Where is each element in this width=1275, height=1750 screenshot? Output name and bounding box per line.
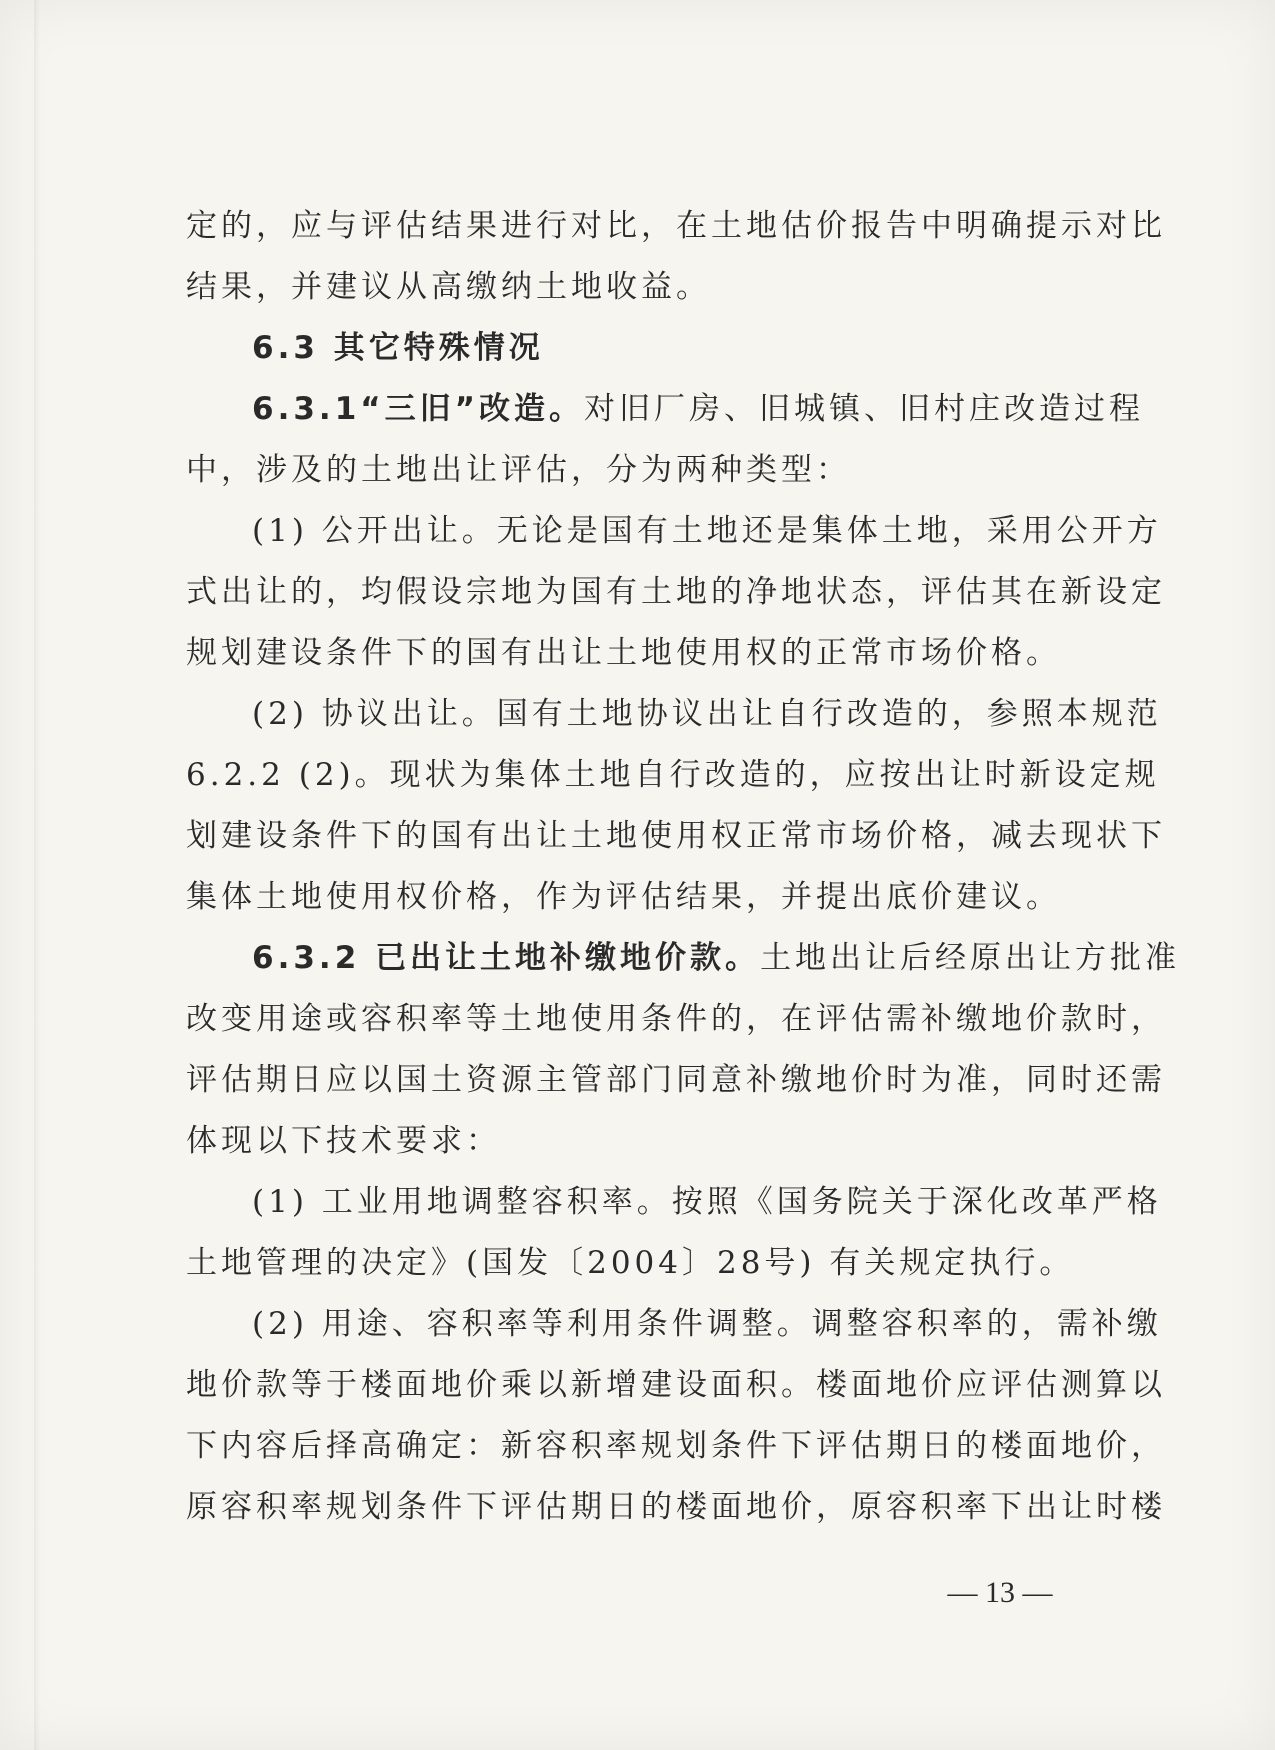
section-number: 6.3.2 <box>252 940 376 976</box>
text-line <box>186 562 1166 623</box>
section-heading-6-3 <box>186 318 1116 379</box>
line-text: 规划建设条件下的国有出让土地使用权的正常市场价格。 <box>186 635 1061 671</box>
line-text: 对旧厂房、旧城镇、旧村庄改造过程 <box>584 391 1145 427</box>
list-item-line <box>186 1294 1162 1355</box>
section-number: 6.3.1 <box>252 391 361 427</box>
text-line <box>186 1355 1166 1416</box>
line-text: (1) 公开出让。无论是国有土地还是集体土地，采用公开方 <box>252 513 1162 549</box>
text-line <box>186 745 1160 806</box>
line-text: 地价款等于楼面地价乘以新增建设面积。楼面地价应评估测算以 <box>186 1367 1166 1403</box>
text-line <box>186 806 1166 867</box>
text-line <box>186 623 1116 684</box>
text-line <box>186 1111 1116 1172</box>
page-number: — 13 — <box>947 1576 1053 1609</box>
text-line <box>186 989 1166 1050</box>
section-heading-6-3-2 <box>186 928 1181 989</box>
line-text: 6.2.2 (2)。现状为集体土地自行改造的，应按出让时新设定规 <box>186 757 1160 793</box>
line-text: 下内容后择高确定：新容积率规划条件下评估期日的楼面地价， <box>186 1428 1166 1464</box>
list-item-line <box>186 684 1162 745</box>
line-text: 评估期日应以国土资源主管部门同意补缴地价时为准，同时还需 <box>186 1062 1166 1098</box>
section-number: 6.3 <box>252 330 334 366</box>
text-line <box>186 440 1116 501</box>
line-text: 定的，应与评估结果进行对比，在土地估价报告中明确提示对比 <box>186 208 1166 244</box>
text-line <box>186 1233 1116 1294</box>
document-body <box>186 196 1181 1538</box>
line-text: 集体土地使用权价格，作为评估结果，并提出底价建议。 <box>186 879 1061 915</box>
list-item-line <box>186 501 1162 562</box>
text-line <box>186 867 1116 928</box>
page-fold-shadow <box>34 0 40 1750</box>
line-text: 土地出让后经原出让方批准 <box>760 940 1181 976</box>
line-text: 改变用途或容积率等土地使用条件的，在评估需补缴地价款时， <box>186 1001 1166 1037</box>
list-item-line <box>186 1172 1162 1233</box>
text-line <box>186 1477 1166 1538</box>
section-title: “三旧”改造。 <box>360 391 585 427</box>
section-title: 已出让土地补缴地价款。 <box>375 940 761 976</box>
line-text: (1) 工业用地调整容积率。按照《国务院关于深化改革严格 <box>252 1184 1162 1220</box>
line-text: 式出让的，均假设宗地为国有土地的净地状态，评估其在新设定 <box>186 574 1166 610</box>
text-line <box>186 196 1166 257</box>
line-text: 土地管理的决定》(国发〔2004〕28号) 有关规定执行。 <box>186 1245 1075 1281</box>
line-text: 体现以下技术要求： <box>186 1123 501 1159</box>
line-text: 原容积率规划条件下评估期日的楼面地价，原容积率下出让时楼 <box>186 1489 1166 1525</box>
line-text: 中，涉及的土地出让评估，分为两种类型： <box>186 452 851 488</box>
line-text: (2) 协议出让。国有土地协议出让自行改造的，参照本规范 <box>252 696 1162 732</box>
section-title: 其它特殊情况 <box>333 330 544 366</box>
text-line <box>186 1050 1166 1111</box>
line-text: 结果，并建议从高缴纳土地收益。 <box>186 269 711 305</box>
text-line <box>186 257 1116 318</box>
line-text: (2) 用途、容积率等利用条件调整。调整容积率的，需补缴 <box>252 1306 1162 1342</box>
text-line <box>186 1416 1166 1477</box>
line-text: 划建设条件下的国有出让土地使用权正常市场价格，减去现状下 <box>186 818 1166 854</box>
section-heading-6-3-1 <box>186 379 1145 440</box>
